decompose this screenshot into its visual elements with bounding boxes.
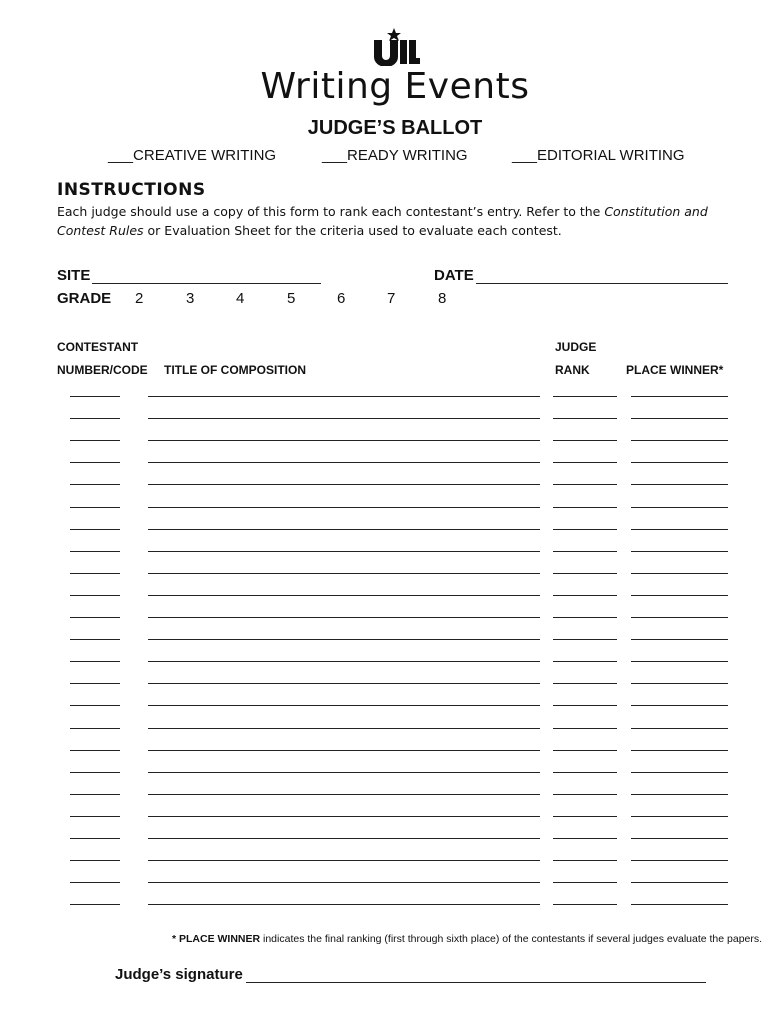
instructions-heading: INSTRUCTIONS: [57, 180, 206, 200]
signature-field[interactable]: [246, 982, 706, 983]
contestant-code-field[interactable]: [70, 794, 120, 795]
judge-rank-field[interactable]: [553, 772, 617, 773]
col-place-winner: PLACE WINNER*: [626, 363, 724, 377]
composition-title-field[interactable]: [148, 595, 540, 596]
composition-title-field[interactable]: [148, 794, 540, 795]
contestant-code-field[interactable]: [70, 705, 120, 706]
judge-rank-field[interactable]: [553, 396, 617, 397]
grade-option[interactable]: 3: [186, 290, 195, 307]
place-winner-field[interactable]: [631, 595, 728, 596]
place-winner-field[interactable]: [631, 794, 728, 795]
composition-title-field[interactable]: [148, 683, 540, 684]
composition-title-field[interactable]: [148, 418, 540, 419]
contestant-code-field[interactable]: [70, 860, 120, 861]
composition-title-field[interactable]: [148, 551, 540, 552]
composition-title-field[interactable]: [148, 772, 540, 773]
category-creative-writing[interactable]: ___CREATIVE WRITING: [108, 147, 277, 164]
col-contestant-line2: NUMBER/CODE: [57, 363, 148, 377]
place-winner-field[interactable]: [631, 573, 728, 574]
composition-title-field[interactable]: [148, 816, 540, 817]
place-winner-field[interactable]: [631, 816, 728, 817]
contestant-code-field[interactable]: [70, 750, 120, 751]
place-winner-field[interactable]: [631, 661, 728, 662]
judge-rank-field[interactable]: [553, 705, 617, 706]
judge-rank-field[interactable]: [553, 507, 617, 508]
col-judge-line1: JUDGE: [555, 340, 597, 354]
date-label: DATE: [434, 267, 474, 284]
composition-title-field[interactable]: [148, 440, 540, 441]
contestant-code-field[interactable]: [70, 551, 120, 552]
contestant-code-field[interactable]: [70, 617, 120, 618]
judge-rank-field[interactable]: [553, 595, 617, 596]
contestant-code-field[interactable]: [70, 396, 120, 397]
contestant-code-field[interactable]: [70, 728, 120, 729]
col-judge-line2: RANK: [555, 363, 590, 377]
composition-title-field[interactable]: [148, 507, 540, 508]
place-winner-field[interactable]: [631, 529, 728, 530]
judge-rank-field[interactable]: [553, 551, 617, 552]
judge-rank-field[interactable]: [553, 529, 617, 530]
place-winner-field[interactable]: [631, 750, 728, 751]
contestant-code-field[interactable]: [70, 838, 120, 839]
composition-title-field[interactable]: [148, 728, 540, 729]
contestant-code-field[interactable]: [70, 683, 120, 684]
contestant-code-field[interactable]: [70, 816, 120, 817]
judge-rank-field[interactable]: [553, 904, 617, 905]
contestant-code-field[interactable]: [70, 904, 120, 905]
signature-label: Judge’s signature: [115, 966, 243, 983]
contestant-code-field[interactable]: [70, 440, 120, 441]
grade-option[interactable]: 4: [236, 290, 245, 307]
judge-rank-field[interactable]: [553, 418, 617, 419]
grade-option[interactable]: 6: [337, 290, 346, 307]
place-winner-field[interactable]: [631, 440, 728, 441]
composition-title-field[interactable]: [148, 882, 540, 883]
col-title: TITLE OF COMPOSITION: [164, 363, 306, 377]
judge-rank-field[interactable]: [553, 750, 617, 751]
contestant-code-field[interactable]: [70, 418, 120, 419]
judge-rank-field[interactable]: [553, 462, 617, 463]
judge-rank-field[interactable]: [553, 728, 617, 729]
place-winner-field[interactable]: [631, 484, 728, 485]
judge-rank-field[interactable]: [553, 882, 617, 883]
col-contestant-line1: CONTESTANT: [57, 340, 139, 354]
uil-logo: [372, 28, 420, 66]
site-label: SITE: [57, 267, 91, 284]
composition-title-field[interactable]: [148, 462, 540, 463]
site-field[interactable]: [92, 283, 321, 284]
judge-rank-field[interactable]: [553, 860, 617, 861]
contestant-code-field[interactable]: [70, 462, 120, 463]
place-winner-field[interactable]: [631, 882, 728, 883]
place-winner-field[interactable]: [631, 418, 728, 419]
place-winner-field[interactable]: [631, 683, 728, 684]
place-winner-field[interactable]: [631, 462, 728, 463]
place-winner-field[interactable]: [631, 705, 728, 706]
judge-rank-field[interactable]: [553, 661, 617, 662]
judge-rank-field[interactable]: [553, 816, 617, 817]
grade-option[interactable]: 5: [287, 290, 296, 307]
judge-rank-field[interactable]: [553, 838, 617, 839]
place-winner-field[interactable]: [631, 772, 728, 773]
judge-rank-field[interactable]: [553, 639, 617, 640]
place-winner-field[interactable]: [631, 639, 728, 640]
judge-rank-field[interactable]: [553, 440, 617, 441]
composition-title-field[interactable]: [148, 617, 540, 618]
contestant-code-field[interactable]: [70, 595, 120, 596]
place-winner-field[interactable]: [631, 728, 728, 729]
contestant-code-field[interactable]: [70, 507, 120, 508]
composition-title-field[interactable]: [148, 904, 540, 905]
page-title: Writing Events: [260, 66, 530, 107]
composition-title-field[interactable]: [148, 573, 540, 574]
category-ready-writing[interactable]: ___READY WRITING: [322, 147, 468, 164]
place-winner-field[interactable]: [631, 396, 728, 397]
grade-option[interactable]: 7: [387, 290, 396, 307]
contestant-code-field[interactable]: [70, 529, 120, 530]
grade-label: GRADE: [57, 290, 112, 307]
composition-title-field[interactable]: [148, 860, 540, 861]
contestant-code-field[interactable]: [70, 639, 120, 640]
place-winner-field[interactable]: [631, 507, 728, 508]
judge-rank-field[interactable]: [553, 617, 617, 618]
place-winner-field[interactable]: [631, 904, 728, 905]
grade-option[interactable]: 8: [438, 290, 447, 307]
contestant-code-field[interactable]: [70, 882, 120, 883]
composition-title-field[interactable]: [148, 661, 540, 662]
contestant-code-field[interactable]: [70, 772, 120, 773]
grade-option[interactable]: 2: [135, 290, 144, 307]
composition-title-field[interactable]: [148, 529, 540, 530]
contestant-code-field[interactable]: [70, 661, 120, 662]
judge-rank-field[interactable]: [553, 484, 617, 485]
composition-title-field[interactable]: [148, 838, 540, 839]
composition-title-field[interactable]: [148, 639, 540, 640]
contestant-code-field[interactable]: [70, 573, 120, 574]
date-field[interactable]: [476, 283, 728, 284]
composition-title-field[interactable]: [148, 396, 540, 397]
judge-rank-field[interactable]: [553, 573, 617, 574]
composition-title-field[interactable]: [148, 750, 540, 751]
place-winner-field[interactable]: [631, 617, 728, 618]
place-winner-field[interactable]: [631, 860, 728, 861]
judge-rank-field[interactable]: [553, 683, 617, 684]
instructions-text: Each judge should use a copy of this form to rank each contestant’s entry. Refer to the Constitution and Contest Rules or Evaluation Sheet for the criteria used to evaluate each contest.: [57, 204, 708, 238]
footnote: * PLACE WINNER indicates the final ranking (first through sixth place) of the contestants if several judges evaluate the papers.: [172, 933, 763, 945]
judge-rank-field[interactable]: [553, 794, 617, 795]
contestant-code-field[interactable]: [70, 484, 120, 485]
composition-title-field[interactable]: [148, 484, 540, 485]
ballot-subtitle: JUDGE’S BALLOT: [307, 117, 483, 139]
composition-title-field[interactable]: [148, 705, 540, 706]
category-editorial-writing[interactable]: ___EDITORIAL WRITING: [512, 147, 685, 164]
place-winner-field[interactable]: [631, 838, 728, 839]
place-winner-field[interactable]: [631, 551, 728, 552]
